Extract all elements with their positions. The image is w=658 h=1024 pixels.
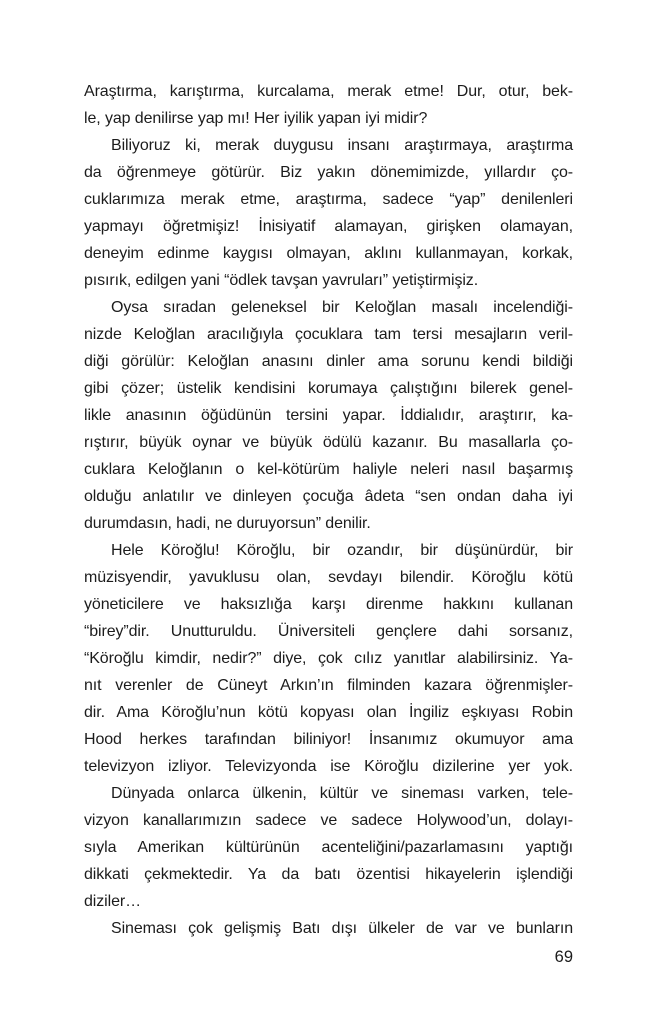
paragraph	[84, 915, 573, 942]
paragraph	[84, 132, 573, 294]
text-line: le, yap denilirse yap mı! Her iyilik yapan iyi midir?	[84, 110, 428, 127]
paragraph	[84, 294, 573, 537]
text-line: pısırık, edilgen yani “ödlek tavşan yavruları” yetiştirmişiz.	[84, 272, 479, 289]
text-line: müzisyendir, yavuklusu olan, sevdayı bilendir. Köroğlu kötü	[84, 569, 573, 586]
text-line: yöneticilere ve haksızlığa karşı direnme hakkını kullanan	[84, 596, 573, 613]
text-line: diği görülür: Keloğlan anasını dinler ama sorunu kendi bildiği	[84, 353, 573, 370]
text-line: likle anasının öğüdünün tersini yapar. İddialıdır, araştırır, ka-	[84, 407, 573, 424]
text-line: televizyon izliyor. Televizyonda ise Köroğlu dizilerine yer yok.	[84, 758, 573, 775]
text-line: Sineması çok gelişmiş Batı dışı ülkeler de var ve bunların	[111, 920, 573, 937]
text-line: dikkati çekmektedir. Ya da batı özentisi hikayelerin işlendiği	[84, 866, 573, 883]
text-line: da öğrenmeye götürür. Biz yakın dönemimizde, yıllardır ço-	[84, 164, 573, 181]
page-text	[84, 78, 573, 942]
text-line: “Köroğlu kimdir, nedir?” diye, çok cılız yanıtlar alabilirsiniz. Ya-	[84, 650, 573, 667]
text-line: “birey”dir. Unutturuldu. Üniversiteli gençlere dahi sorsanız,	[84, 623, 573, 640]
text-line: cuklara Keloğlanın o kel-kötürüm haliyle neleri nasıl başarmış	[84, 461, 573, 478]
text-line: dir. Ama Köroğlu’nun kötü kopyası olan İngiliz eşkıyası Robin	[84, 704, 573, 721]
text-line: vizyon kanallarımızın sadece ve sadece Holywood’un, dolayı-	[84, 812, 573, 829]
text-line: diziler…	[84, 893, 141, 910]
text-line: nizde Keloğlan aracılığıyla çocuklara tam tersi mesajların veril-	[84, 326, 573, 343]
text-line: olduğu anlatılır ve dinleyen çocuğa âdeta “sen ondan daha iyi	[84, 488, 573, 505]
paragraph	[84, 537, 573, 780]
page-number: 69	[554, 948, 573, 966]
text-line: nıt verenler de Cüneyt Arkın’ın filminden kazara öğrenmişler-	[84, 677, 573, 694]
text-line: Hood herkes tarafından biliniyor! İnsanımız okumuyor ama	[84, 731, 573, 748]
text-line: Hele Köroğlu! Köroğlu, bir ozandır, bir düşünürdür, bir	[111, 542, 573, 559]
paragraph	[84, 78, 573, 132]
text-line: sıyla Amerikan kültürünün acenteliğini/pazarlamasını yaptığı	[84, 839, 573, 856]
text-line: yapmayı öğretmişiz! İnisiyatif alamayan, girişken olamayan,	[84, 218, 573, 235]
text-line: deneyim edinme kaygısı olmayan, aklını kullanmayan, korkak,	[84, 245, 573, 262]
text-line: Araştırma, karıştırma, kurcalama, merak etme! Dur, otur, bek-	[84, 83, 573, 100]
text-line: Oysa sıradan geleneksel bir Keloğlan masalı incelendiği-	[111, 299, 573, 316]
text-line: Biliyoruz ki, merak duygusu insanı araştırmaya, araştırma	[111, 137, 573, 154]
text-line: rıştırır, büyük oynar ve büyük ödülü kazanır. Bu masallarla ço-	[84, 434, 573, 451]
text-line: gibi çözer; üstelik kendisini korumaya çalıştığını bilerek genel-	[84, 380, 573, 397]
text-line: cuklarımıza merak etme, araştırma, sadece “yap” denilenleri	[84, 191, 573, 208]
text-line: durumdasın, hadi, ne duruyorsun” denilir.	[84, 515, 371, 532]
text-line: Dünyada onlarca ülkenin, kültür ve sineması varken, tele-	[111, 785, 573, 802]
paragraph	[84, 780, 573, 915]
